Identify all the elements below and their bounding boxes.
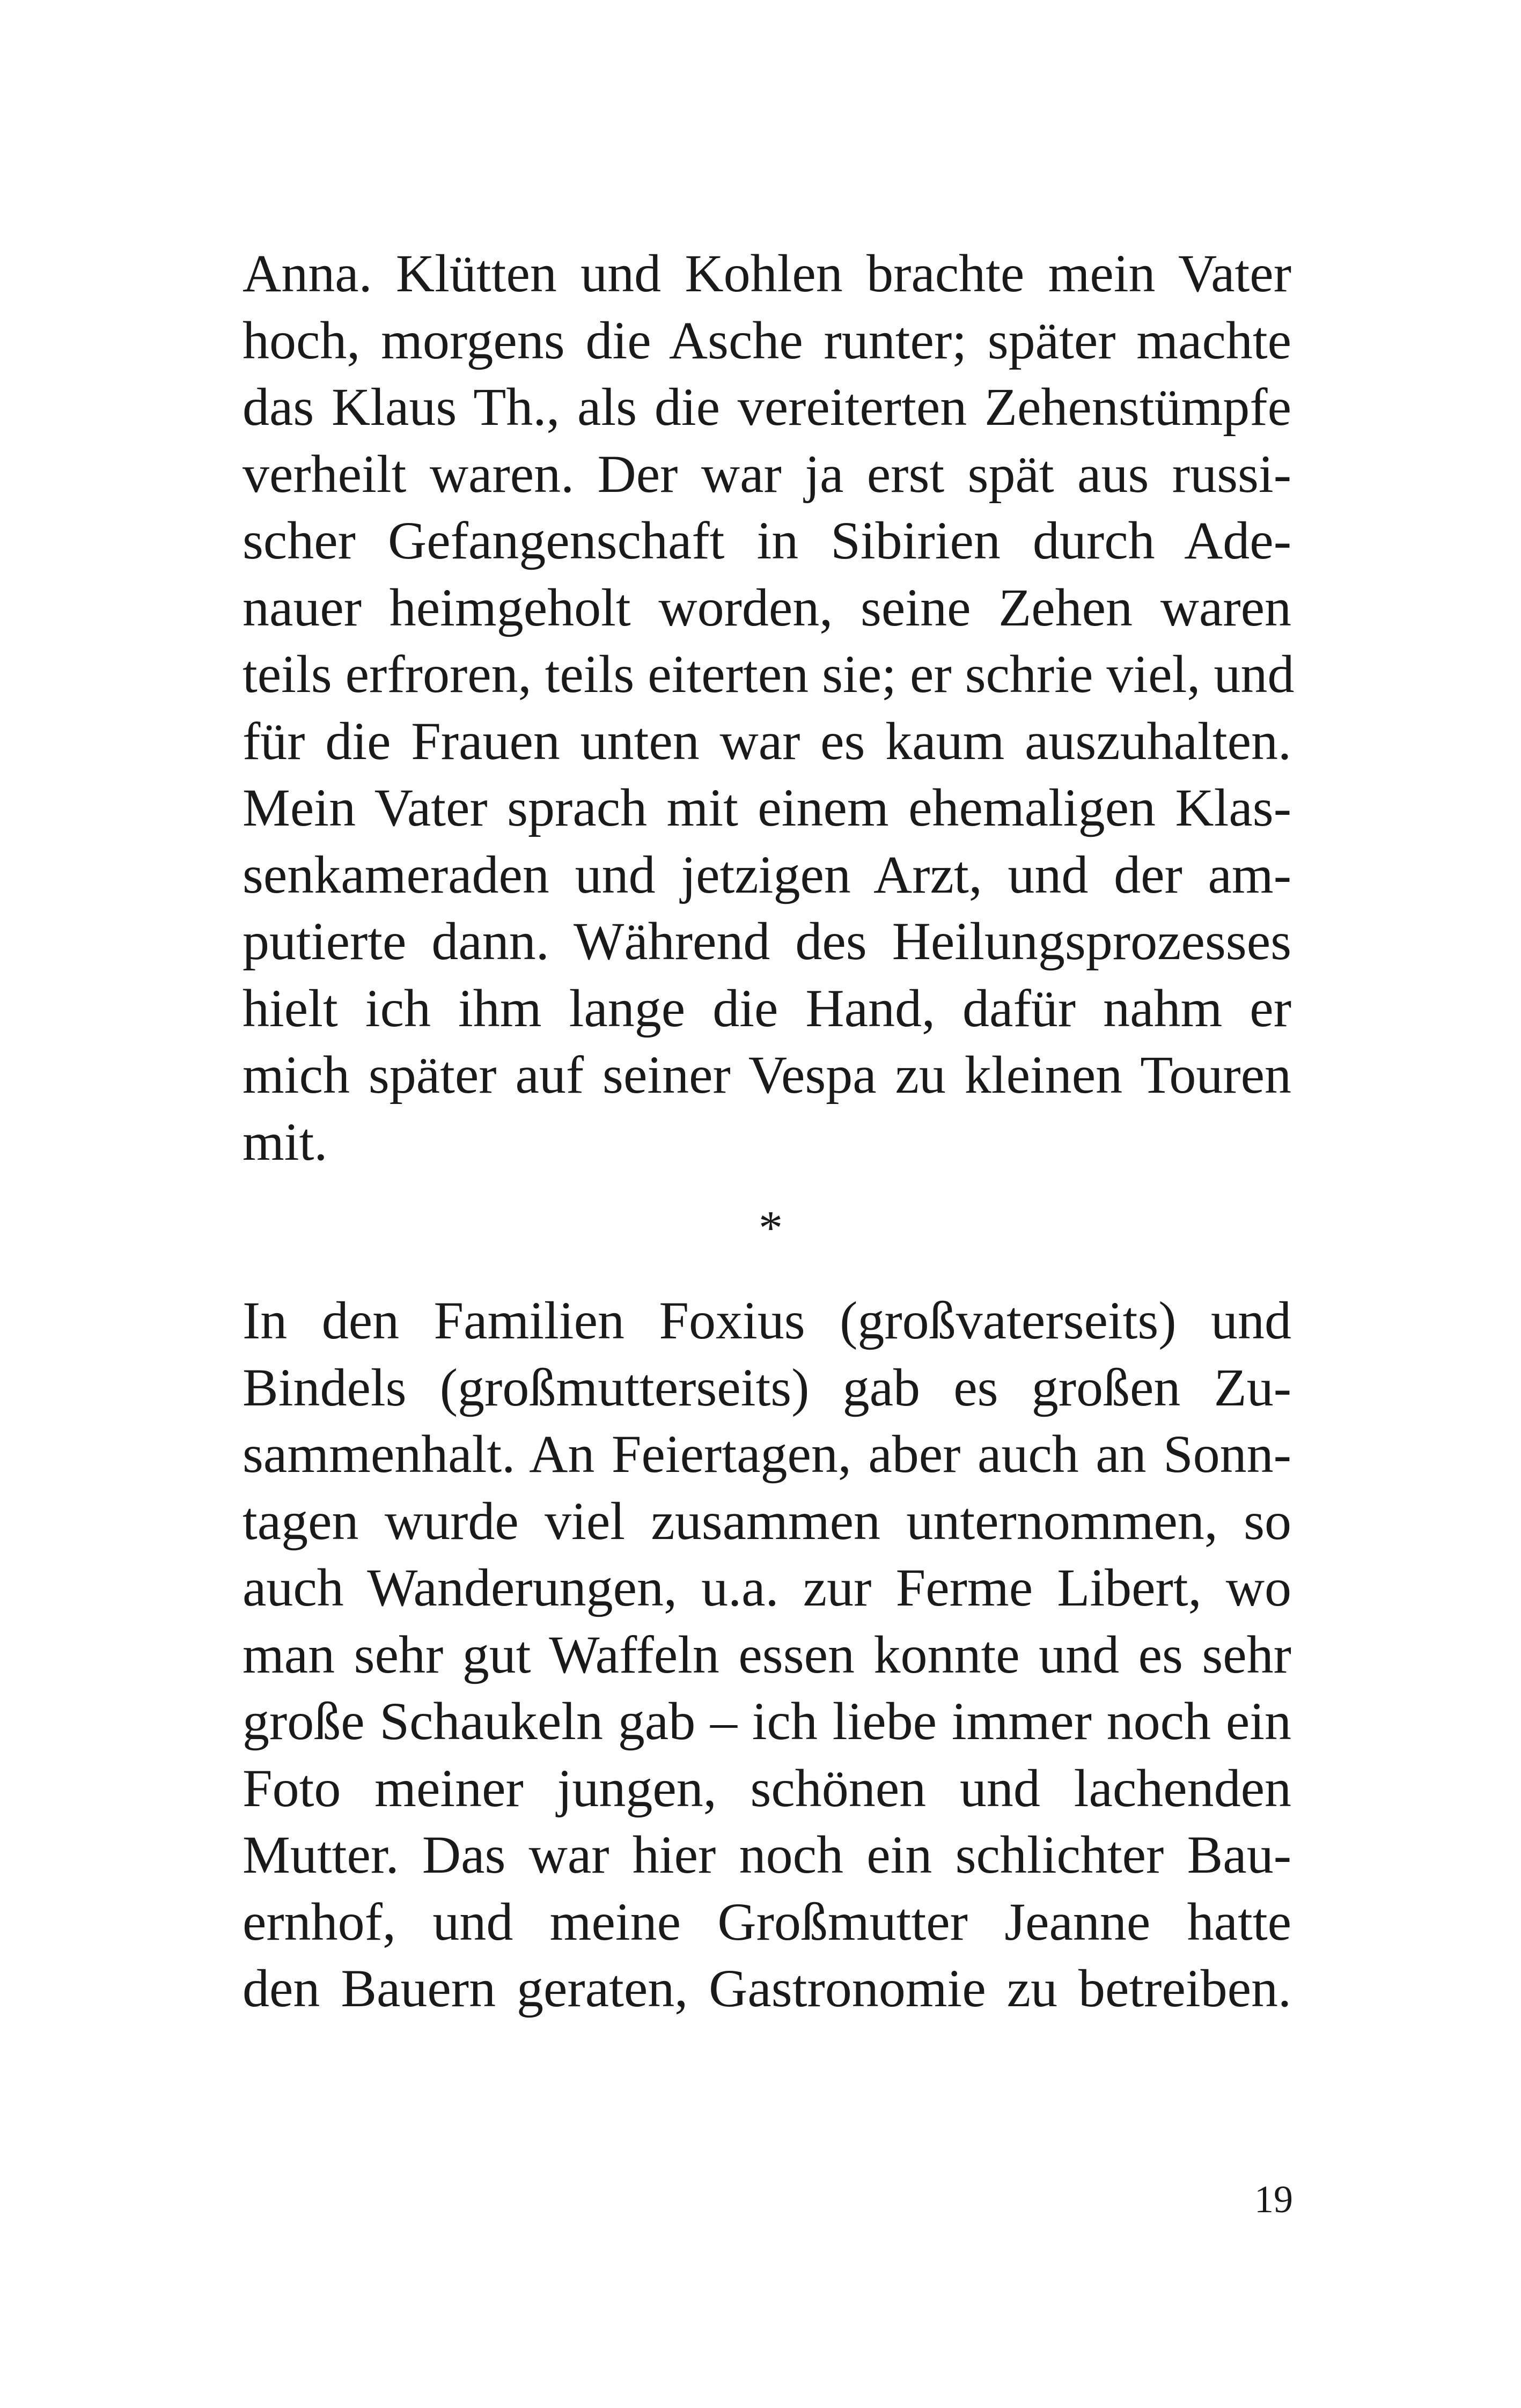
text-line: für die Frauen unten war es kaum auszuhalten. <box>243 711 1291 771</box>
section-separator <box>0 1202 1521 1255</box>
text-line: den Bauern geraten, Gastronomie zu betreiben. <box>243 1958 1291 2018</box>
text-line: hielt ich ihm lange die Hand, dafür nahm er <box>243 978 1291 1038</box>
text-line: auch Wanderungen, u.a. zur Ferme Libert, wo <box>243 1558 1291 1617</box>
text-line: das Klaus Th., als die vereiterten Zehenstümpfe <box>243 377 1291 437</box>
text-line: Foto meiner jungen, schönen und lachenden <box>243 1758 1291 1818</box>
text-line: teils erfroren, teils eiterten sie; er schrie viel, und <box>243 644 1295 704</box>
text-line: Mutter. Das war hier noch ein schlichter Bau- <box>243 1825 1291 1884</box>
text-line: Mein Vater sprach mit einem ehemaligen Klas- <box>243 778 1291 837</box>
text-line: sammenhalt. An Feiertagen, aber auch an Sonn- <box>243 1424 1291 1484</box>
text-line: In den Familien Foxius (großvaterseits) und <box>243 1291 1291 1350</box>
text-line: putierte dann. Während des Heilungsprozesses <box>243 911 1291 971</box>
text-line: mit. <box>243 1111 328 1172</box>
page-number: 19 <box>1254 2178 1293 2221</box>
paragraph-1 <box>243 240 1295 1175</box>
text-line: verheilt waren. Der war ja erst spät aus russi- <box>243 444 1291 504</box>
text-line: mich später auf seiner Vespa zu kleinen Touren <box>243 1045 1291 1104</box>
paragraph-2 <box>243 1287 1291 2022</box>
text-line: tagen wurde viel zusammen unternommen, so <box>243 1491 1291 1551</box>
text-line: senkameraden und jetzigen Arzt, und der am- <box>243 844 1291 904</box>
text-line: Bindels (großmutterseits) gab es großen Zu- <box>243 1357 1291 1417</box>
text-line: hoch, morgens die Asche runter; später machte <box>243 310 1291 370</box>
asterisk-separator: * <box>759 1202 783 1255</box>
text-line: Anna. Klütten und Kohlen brachte mein Vater <box>243 244 1291 303</box>
text-line: große Schaukeln gab – ich liebe immer noch ein <box>243 1691 1291 1751</box>
text-line: nauer heimgeholt worden, seine Zehen waren <box>243 577 1291 637</box>
text-line: scher Gefangenschaft in Sibirien durch Ade- <box>243 511 1291 570</box>
text-line: man sehr gut Waffeln essen konnte und es sehr <box>243 1624 1291 1684</box>
text-line: ernhof, und meine Großmutter Jeanne hatte <box>243 1891 1291 1952</box>
